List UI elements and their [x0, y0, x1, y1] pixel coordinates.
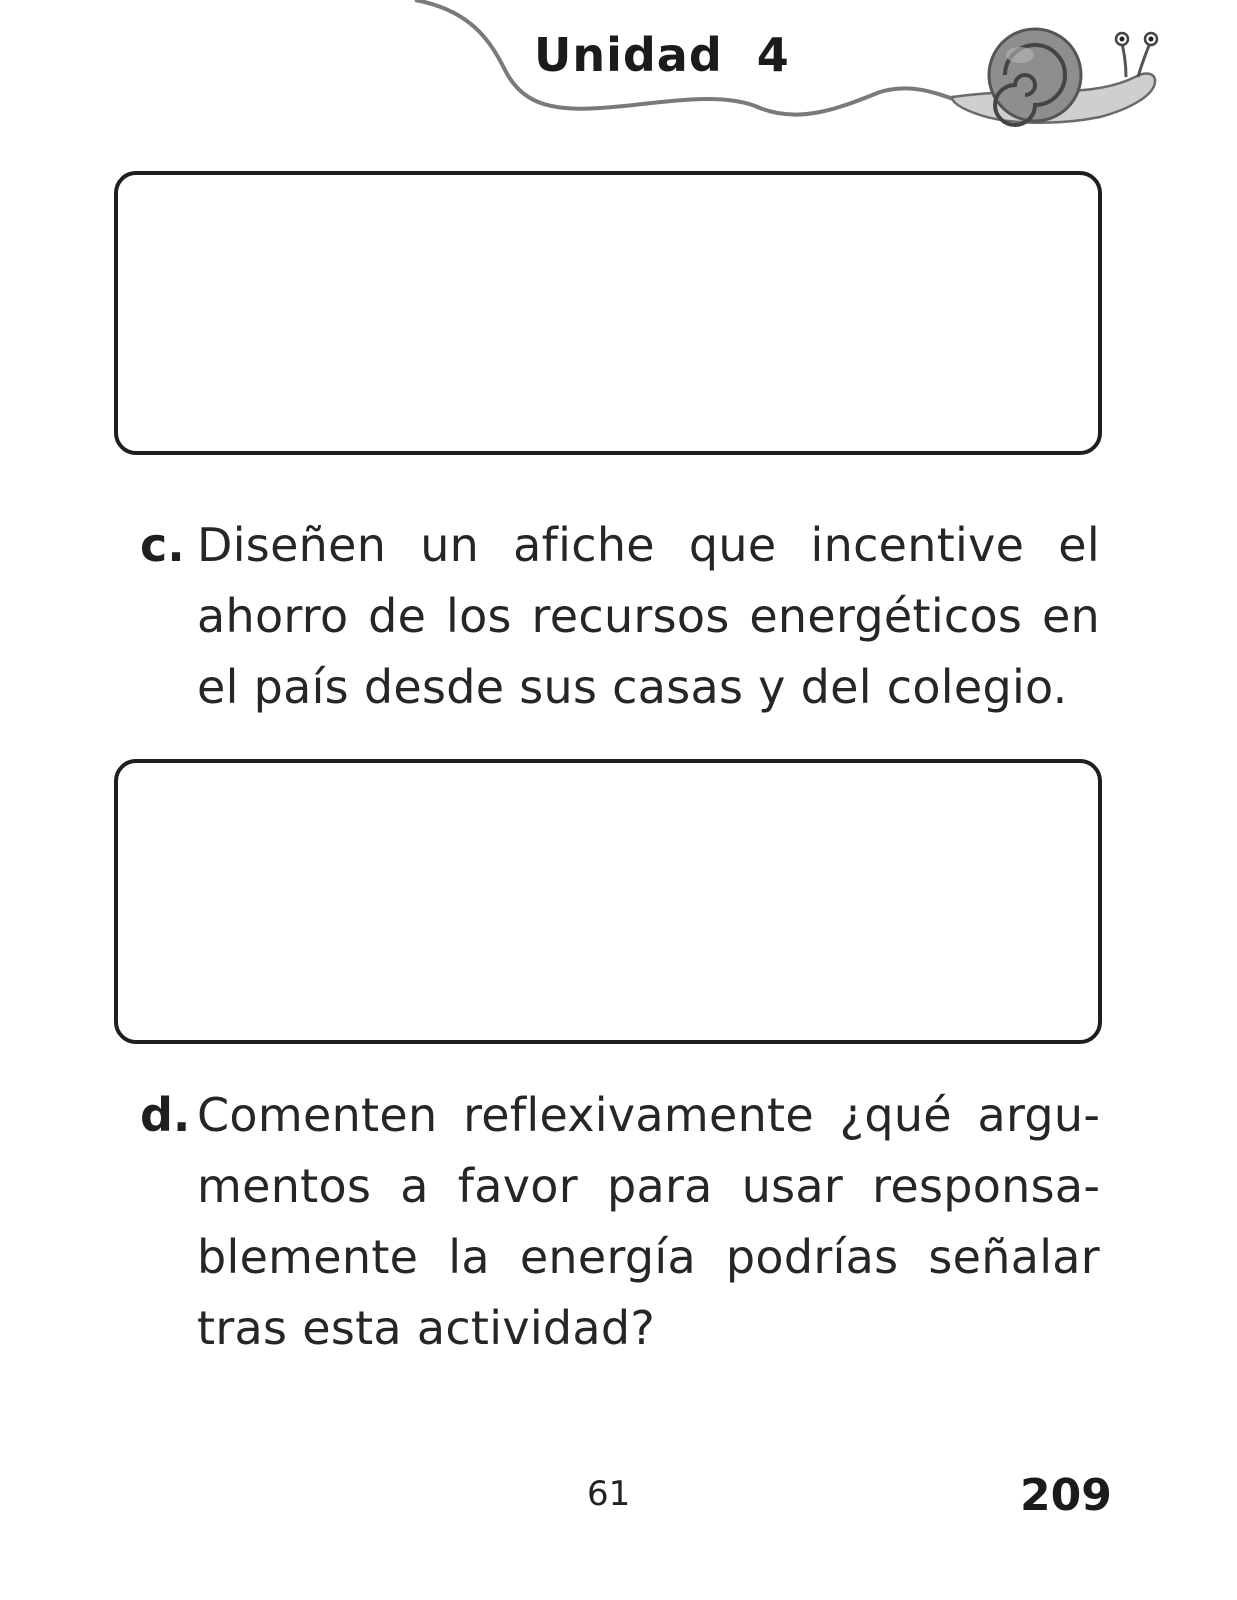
snail-icon [950, 25, 1165, 130]
item-text: Diseñen un afiche que incentive el ahorro de los recursos energéticos en el país desde sus casas y del colegio. [197, 518, 1100, 714]
item-text: Comenten reflexivamente ¿qué argumentos a favor para usar responsablemente la energía podrías señalar tras esta actividad? [197, 1088, 1100, 1355]
question-item-d [140, 1080, 1100, 1364]
unit-title: Unidad 4 [534, 28, 790, 82]
page-number-small: 61 [587, 1474, 631, 1514]
answer-box-1[interactable] [114, 171, 1102, 455]
item-letter: c. [140, 518, 185, 572]
item-letter: d. [140, 1088, 191, 1142]
page-number: 209 [1020, 1470, 1112, 1521]
answer-box-2[interactable] [114, 759, 1102, 1044]
question-item-c [140, 510, 1100, 723]
